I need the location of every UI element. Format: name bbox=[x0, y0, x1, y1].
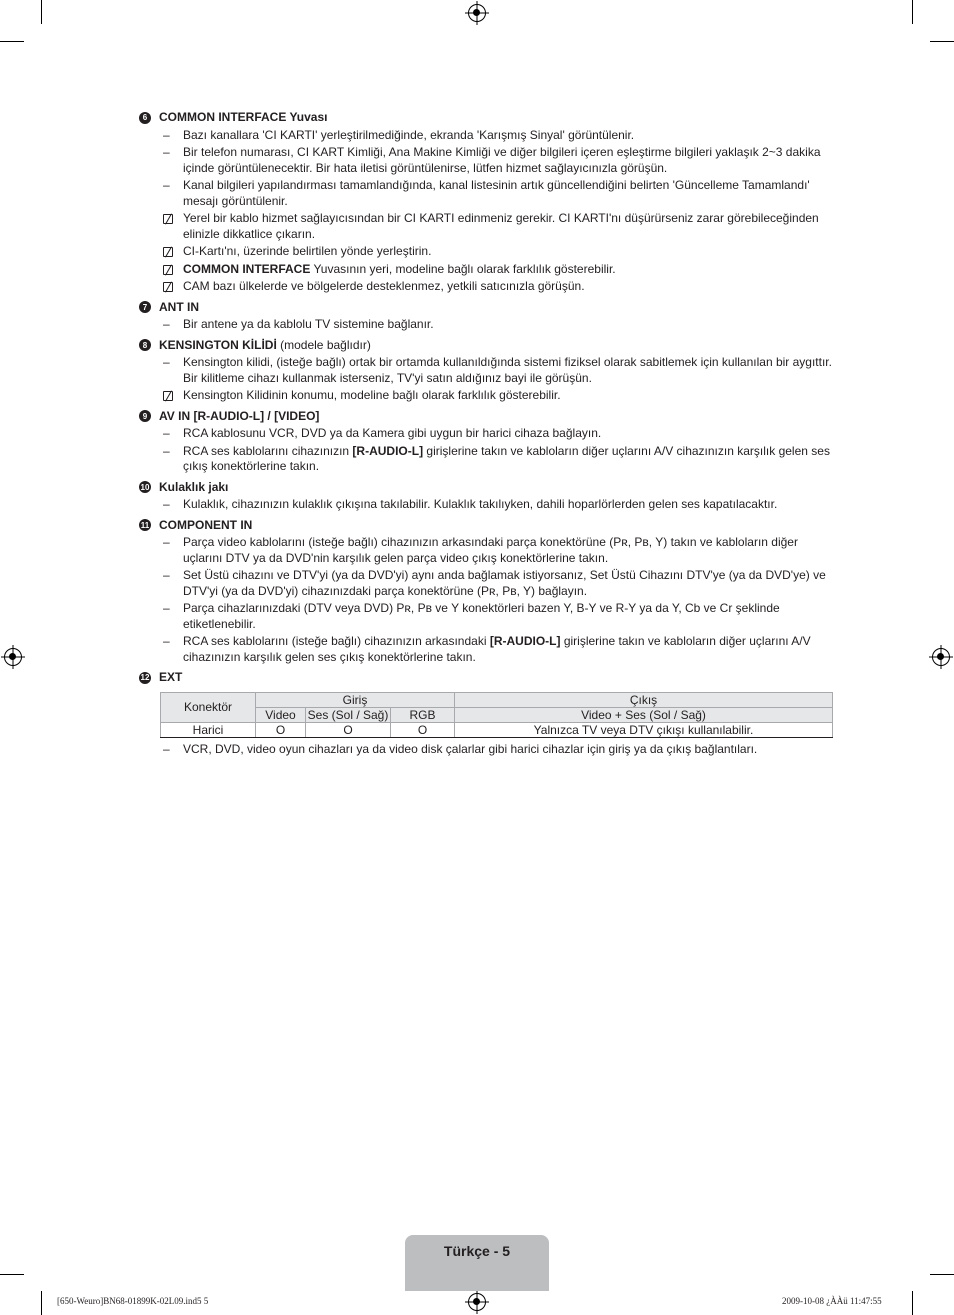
section-number-badge: 6 bbox=[139, 112, 151, 124]
item-body-text: CI-Kartı'nı, üzerinde belirtilen yönde yerleştirin. bbox=[183, 244, 432, 258]
dash-marker: – bbox=[163, 535, 170, 549]
item-body-text: Yuvasının yeri, modeline bağlı olarak farklılık gösterebilir. bbox=[310, 261, 616, 276]
cell-rgb: O bbox=[391, 722, 455, 737]
section-title bbox=[159, 110, 327, 126]
note-pencil-icon bbox=[163, 247, 173, 257]
item-text bbox=[183, 426, 839, 442]
section-number-badge: 9 bbox=[139, 410, 151, 422]
item-body-text: Kanal bilgileri yapılandırması tamamlandığında, kanal listesinin artık güncellendiğini belirten 'Güncelleme Tamamlandı' mesajı görüntülenir. bbox=[183, 178, 810, 208]
section-number-badge: 10 bbox=[140, 482, 150, 492]
cell-ses: O bbox=[306, 722, 391, 737]
section-number-badge: 7 bbox=[139, 301, 151, 313]
ext-connector-table bbox=[160, 692, 833, 738]
item-bold-text: [R-AUDIO-L] bbox=[352, 443, 424, 458]
item-text bbox=[183, 388, 839, 404]
note-pencil-icon bbox=[163, 391, 173, 401]
section-title bbox=[159, 670, 182, 686]
list-item bbox=[139, 128, 839, 144]
cell-video: O bbox=[256, 722, 306, 737]
item-text bbox=[183, 601, 839, 632]
list-item bbox=[139, 317, 839, 333]
section-title-text: AV IN [R-AUDIO-L] / [VIDEO] bbox=[159, 408, 320, 423]
section-title-text: ANT IN bbox=[159, 299, 199, 314]
dash-marker: – bbox=[163, 178, 170, 192]
section-heading bbox=[139, 670, 839, 686]
item-body-text-continued: girişlerine takın ve kabloların diğer uçlarını A/V cihazınızın karşılık gelen ses çıkış konektörlerine takın. bbox=[183, 443, 830, 473]
note-item bbox=[139, 279, 839, 295]
item-text bbox=[183, 145, 839, 176]
item-body-text: Parça cihazlarınızdaki (DTV veya DVD) Pʀ, Pʙ ve Y konektörleri bazen Y, B-Y ve R-Y ya da Y, Cb ve Cr şeklinde etiketlenebilir. bbox=[183, 601, 780, 631]
section-title-text: COMPONENT IN bbox=[159, 517, 253, 532]
list-item bbox=[139, 535, 839, 566]
item-text bbox=[183, 244, 839, 260]
dash-marker: – bbox=[163, 145, 170, 159]
dash-marker: – bbox=[163, 601, 170, 615]
section-heading bbox=[139, 338, 839, 354]
registration-mark-icon bbox=[4, 648, 22, 666]
list-item bbox=[139, 178, 839, 209]
item-body-text: Bir telefon numarası, CI KART Kimliği, Ana Makine Kimliği ve diğer bilgileri içeren eşleştirme bilgileri yaklaşık 2~3 dakika içinde görüntülenecektir. Bir hata iletisi görüntülenirse, lütfen hizmet sağlayıcınızla görüşün. bbox=[183, 145, 821, 175]
item-body-text: Bazı kanallara 'CI KARTI' yerleştirilmediğinde, ekranda 'Karışmış Sinyal' görüntülenir. bbox=[183, 127, 635, 142]
item-body-text: Kensington kilidi, (isteğe bağlı) ortak bir ortamda kullanıldığında sistemi fiziksel olarak sabitlemek için kullanılan bir aygıttır. Bir kilitleme cihazı kullanmak isterseniz, TV'yi satın aldığınız bayi ile görüşün. bbox=[183, 355, 832, 385]
note-marker bbox=[139, 279, 183, 295]
item-text bbox=[183, 279, 839, 295]
note-marker bbox=[139, 244, 183, 260]
item-body-text: RCA ses kablolarını (isteğe bağlı) cihazınızın arkasındaki bbox=[183, 634, 490, 648]
item-text bbox=[183, 355, 839, 386]
cell-connector-name: Harici bbox=[161, 722, 256, 737]
list-item bbox=[139, 444, 839, 475]
item-text bbox=[183, 568, 839, 599]
section-heading bbox=[139, 518, 839, 534]
header-output: Video + Ses (Sol / Sağ) bbox=[455, 707, 833, 722]
item-text bbox=[183, 497, 839, 513]
section-title-note: (modele bağlıdır) bbox=[276, 337, 371, 352]
item-body-text: Kensington Kilidinin konumu, modeline bağlı olarak farklılık gösterebilir. bbox=[183, 388, 561, 402]
section-heading bbox=[139, 409, 839, 425]
crop-mark bbox=[0, 41, 24, 42]
note-item bbox=[139, 244, 839, 260]
list-item bbox=[139, 497, 839, 513]
item-text: VCR, DVD, video oyun cihazları ya da video disk çalarlar gibi harici cihazlar için giriş ya da çıkış bağlantıları. bbox=[183, 741, 758, 756]
list-item bbox=[139, 426, 839, 442]
section-number-badge: 12 bbox=[140, 673, 150, 682]
note-pencil-icon bbox=[163, 282, 173, 292]
dash-marker: – bbox=[163, 355, 170, 369]
registration-mark-icon bbox=[468, 1293, 486, 1311]
item-body-text: Parça video kablolarını (isteğe bağlı) cihazınızın arkasındaki parça konektörüne (Pʀ, Pʙ, Y) takın ve kabloların diğer uçlarını DTV ya da DVD'nin karşılık gelen parça video çıkış konektörlerine takın. bbox=[183, 535, 798, 565]
section-title bbox=[159, 338, 371, 354]
list-item bbox=[139, 601, 839, 632]
crop-mark bbox=[912, 0, 913, 24]
item-bold-text: COMMON INTERFACE bbox=[183, 261, 311, 276]
section-heading bbox=[139, 300, 839, 316]
header-rgb: RGB bbox=[391, 707, 455, 722]
header-ses: Ses (Sol / Sağ) bbox=[306, 707, 391, 722]
print-slug-left: [650-Weuro]BN68-01899K-02L09.ind5 5 bbox=[57, 1296, 209, 1306]
dash-marker: – bbox=[163, 741, 170, 756]
item-body-text: CAM bazı ülkelerde ve bölgelerde desteklenmez, yetkili satıcınızla görüşün. bbox=[183, 279, 585, 293]
item-text bbox=[183, 535, 839, 566]
section-title bbox=[159, 409, 319, 425]
dash-marker: – bbox=[163, 127, 170, 142]
crop-mark bbox=[912, 1291, 913, 1315]
item-text bbox=[183, 211, 839, 242]
section-title-text: Kulaklık jakı bbox=[159, 479, 229, 494]
section-heading bbox=[139, 480, 839, 496]
list-item bbox=[139, 145, 839, 176]
section-number-badge: 11 bbox=[140, 520, 150, 530]
list-item bbox=[139, 634, 839, 665]
print-slug-right: 2009-10-08 ¿ÀÀü 11:47:55 bbox=[782, 1296, 882, 1306]
dash-marker: – bbox=[163, 634, 170, 648]
list-item bbox=[139, 742, 839, 758]
header-video: Video bbox=[256, 707, 306, 722]
item-text bbox=[183, 444, 839, 475]
section-title bbox=[159, 300, 199, 316]
section-number-badge: 8 bbox=[139, 339, 151, 351]
content-area bbox=[139, 110, 839, 759]
item-body-text-continued: girişlerine takın ve kabloların diğer uçlarını A/V cihazınızın karşılık gelen ses çıkış konektörlerine takın. bbox=[183, 634, 811, 664]
item-body-text: Set Üstü cihazını ve DTV'yi (ya da DVD'yi) aynı anda bağlamak istiyorsanız, Set Üstü Cihazını DTV'ye (ya da DVD'ye) ve DTV'yi (ya da DVD'yi) cihazınızdaki parça konektörüne (Pʀ, Pʙ, Y) bağlayın. bbox=[183, 568, 826, 598]
section-title-text: EXT bbox=[159, 670, 183, 684]
item-text bbox=[183, 128, 839, 144]
crop-mark bbox=[0, 1274, 24, 1275]
registration-mark-icon bbox=[468, 4, 486, 22]
registration-mark-icon bbox=[932, 648, 950, 666]
item-body-text: Yerel bir kablo hizmet sağlayıcısından bir CI KARTI edinmeniz gerekir. CI KARTI'nı düşürürseniz zarar görebileceğinden elinizle dikkatlice çıkarın. bbox=[183, 211, 819, 241]
item-body-text: Kulaklık, cihazınızın kulaklık çıkışına takılabilir. Kulaklık takılıyken, dahili hoparlörlerden gelen ses kapatılacaktır. bbox=[183, 497, 778, 511]
note-marker bbox=[139, 388, 183, 404]
dash-marker: – bbox=[163, 443, 170, 458]
section-title bbox=[159, 480, 228, 496]
item-body-text: RCA kablosunu VCR, DVD ya da Kamera gibi uygun bir harici cihaza bağlayın. bbox=[183, 426, 602, 440]
crop-mark bbox=[41, 0, 42, 24]
table-row bbox=[161, 722, 833, 737]
item-text bbox=[183, 317, 839, 333]
section-title bbox=[159, 518, 252, 534]
dash-marker: – bbox=[163, 426, 170, 440]
crop-mark bbox=[41, 1291, 42, 1315]
cell-output: Yalnızca TV veya DTV çıkışı kullanılabilir. bbox=[455, 722, 833, 737]
section-heading bbox=[139, 110, 839, 126]
item-body-text: RCA ses kablolarını cihazınızın bbox=[183, 443, 353, 458]
item-text bbox=[183, 634, 839, 665]
dash-marker: – bbox=[163, 317, 170, 331]
note-marker bbox=[139, 262, 183, 278]
dash-marker: – bbox=[163, 497, 170, 511]
crop-mark bbox=[930, 41, 954, 42]
note-marker bbox=[139, 211, 183, 242]
dash-marker: – bbox=[163, 568, 170, 582]
section-title-text: COMMON INTERFACE Yuvası bbox=[159, 110, 328, 124]
item-bold-text: [R-AUDIO-L] bbox=[489, 634, 561, 648]
header-konektor: Konektör bbox=[161, 692, 256, 722]
item-text bbox=[183, 262, 839, 278]
list-item bbox=[139, 568, 839, 599]
note-item bbox=[139, 262, 839, 278]
header-cikis: Çıkış bbox=[455, 692, 833, 707]
section-title-text: KENSINGTON KİLİDİ bbox=[159, 337, 277, 352]
item-text bbox=[183, 178, 839, 209]
table-subheader-row bbox=[161, 707, 833, 722]
note-item bbox=[139, 211, 839, 242]
note-pencil-icon bbox=[163, 265, 173, 275]
item-body-text: Bir antene ya da kablolu TV sistemine bağlanır. bbox=[183, 317, 434, 331]
list-item bbox=[139, 355, 839, 386]
page-number: Türkçe - 5 bbox=[443, 1243, 511, 1259]
table-header-row bbox=[161, 692, 833, 707]
note-item bbox=[139, 388, 839, 404]
note-pencil-icon bbox=[163, 214, 173, 224]
crop-mark bbox=[930, 1274, 954, 1275]
header-giris: Giriş bbox=[256, 692, 455, 707]
